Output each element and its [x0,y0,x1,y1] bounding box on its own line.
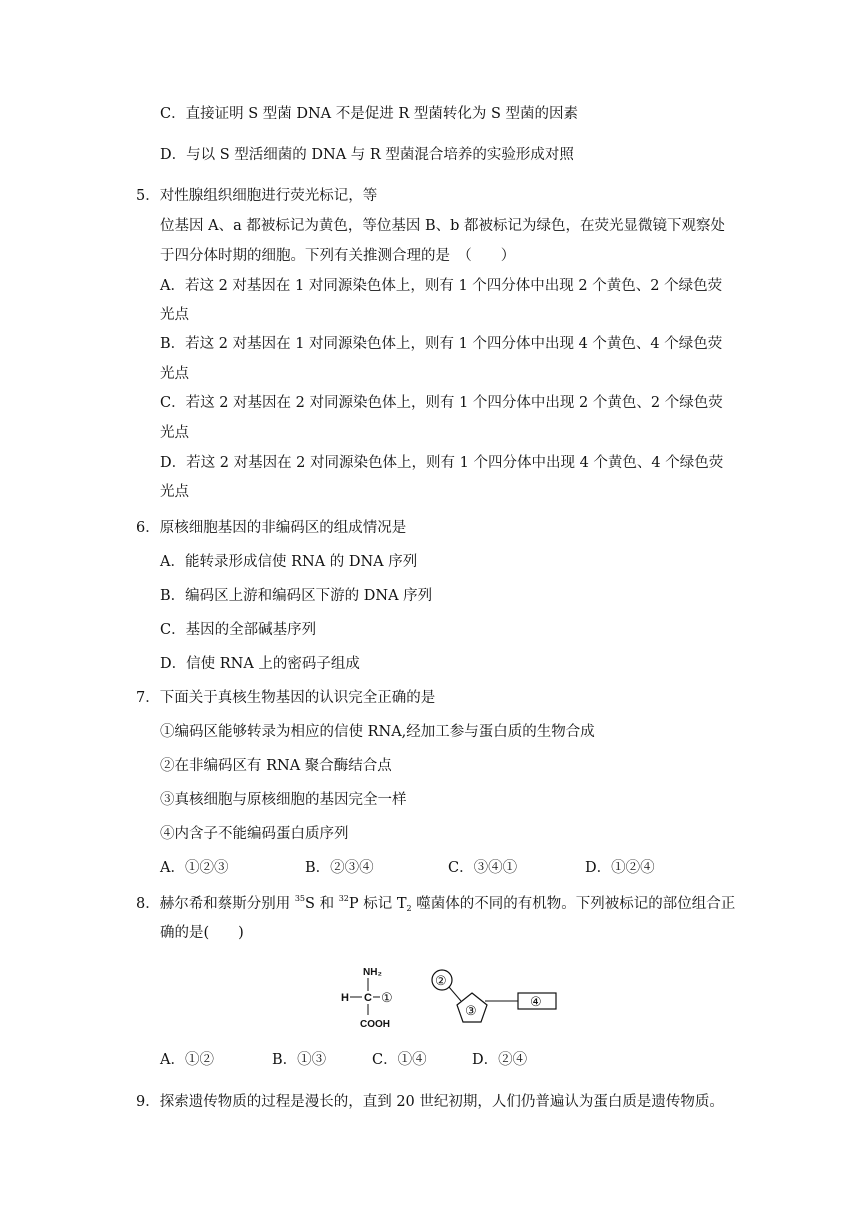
q8-option-b: B．①③ [272,1052,327,1068]
alpha-carbon-label: C [364,992,372,1004]
pentose-marker-3: ③ [465,1003,477,1018]
q8-stem-part-d: 噬菌体的不同的有机物。下列被标记的部位组合正 [411,896,736,912]
q7-statement-2: ②在非编码区有 RNA 聚合酶结合点 [160,758,392,774]
q7-option-c: C．③④① [448,860,518,876]
q4-option-c: C．直接证明 S 型菌 DNA 不是促进 R 型菌转化为 S 型菌的因素 [160,106,579,122]
q5-option-c-line2: 光点 [160,425,189,441]
q5-option-d-line1: D．若这 2 对基因在 2 对同源染色体上，则有 1 个四分体中出现 4 个黄色、4 个绿色荧 [160,455,724,471]
q6-option-b: B．编码区上游和编码区下游的 DNA 序列 [160,588,433,604]
r-group-marker-1: ① [381,990,393,1005]
q4-option-d: D．与以 S 型活细菌的 DNA 与 R 型菌混合培养的实验形成对照 [160,147,574,163]
q6-option-c: C．基因的全部碱基序列 [160,622,317,638]
phosphate-marker-2: ② [435,973,447,988]
q7-option-a: A．①②③ [160,860,229,876]
q8-isotope-s-mass: 35 [294,894,306,903]
q8-stem-part-c: P 标记 T [348,896,407,912]
q6-option-a: A．能转录形成信使 RNA 的 DNA 序列 [160,554,418,570]
q6-stem: 6．原核细胞基因的非编码区的组成情况是 [136,520,407,536]
q7-option-d: D．①②④ [585,860,655,876]
q5-stem-line3: 于四分体时期的细胞。下列有关推测合理的是 （ ） [160,248,516,264]
q8-option-d: D．②④ [472,1052,528,1068]
q7-statement-1: ①编码区能够转录为相应的信使 RNA,经加工参与蛋白质的生物合成 [160,724,595,740]
q6-option-d: D．信使 RNA 上的密码子组成 [160,656,360,672]
amino-group-label: NH₂ [363,967,382,978]
q8-option-a: A．①② [160,1052,214,1068]
q8-stem-part-a: 8．赫尔希和蔡斯分别用 [136,896,295,912]
q7-statement-4: ④内含子不能编码蛋白质序列 [160,826,349,842]
q5-option-a-line1: A．若这 2 对基因在 1 对同源染色体上，则有 1 个四分体中出现 2 个黄色、2 个绿色荧 [160,278,723,294]
q8-stem-line1 [136,894,735,914]
q8-structure-diagram [335,965,565,1035]
q5-option-a-line2: 光点 [160,307,189,323]
q5-option-d-line2: 光点 [160,484,189,500]
q8-isotope-p-mass: 32 [338,894,349,903]
carboxyl-group-label: COOH [360,1019,390,1030]
q7-stem: 7．下面关于真核生物基因的认识完全正确的是 [136,690,436,706]
q5-option-b-line1: B．若这 2 对基因在 1 对同源染色体上，则有 1 个四分体中出现 4 个黄色、4 个绿色荧 [160,336,723,352]
q5-option-b-line2: 光点 [160,366,189,382]
q5-option-c-line1: C．若这 2 对基因在 2 对同源染色体上，则有 1 个四分体中出现 2 个黄色、2 个绿色荧 [160,395,723,411]
q8-stem-part-b: S 和 [305,896,339,912]
q8-t2-subscript: 2 [406,904,412,913]
q7-statement-3: ③真核细胞与原核细胞的基因完全一样 [160,792,407,808]
q7-option-b: B．②③④ [305,860,374,876]
hydrogen-label: H [341,992,349,1004]
q8-option-c: C．①④ [372,1052,427,1068]
q8-stem-line2: 确的是( ) [160,925,244,941]
q5-stem-line1: 5．对性腺组织细胞进行荧光标记，等 [136,188,378,204]
q5-stem-line2: 位基因 A、a 都被标记为黄色，等位基因 B、b 都被标记为绿色，在荧光显微镜下观察处 [160,218,725,234]
base-marker-4: ④ [530,994,542,1009]
q9-stem: 9．探索遗传物质的过程是漫长的，直到 20 世纪初期，人们仍普遍认为蛋白质是遗传物质。 [136,1094,724,1110]
